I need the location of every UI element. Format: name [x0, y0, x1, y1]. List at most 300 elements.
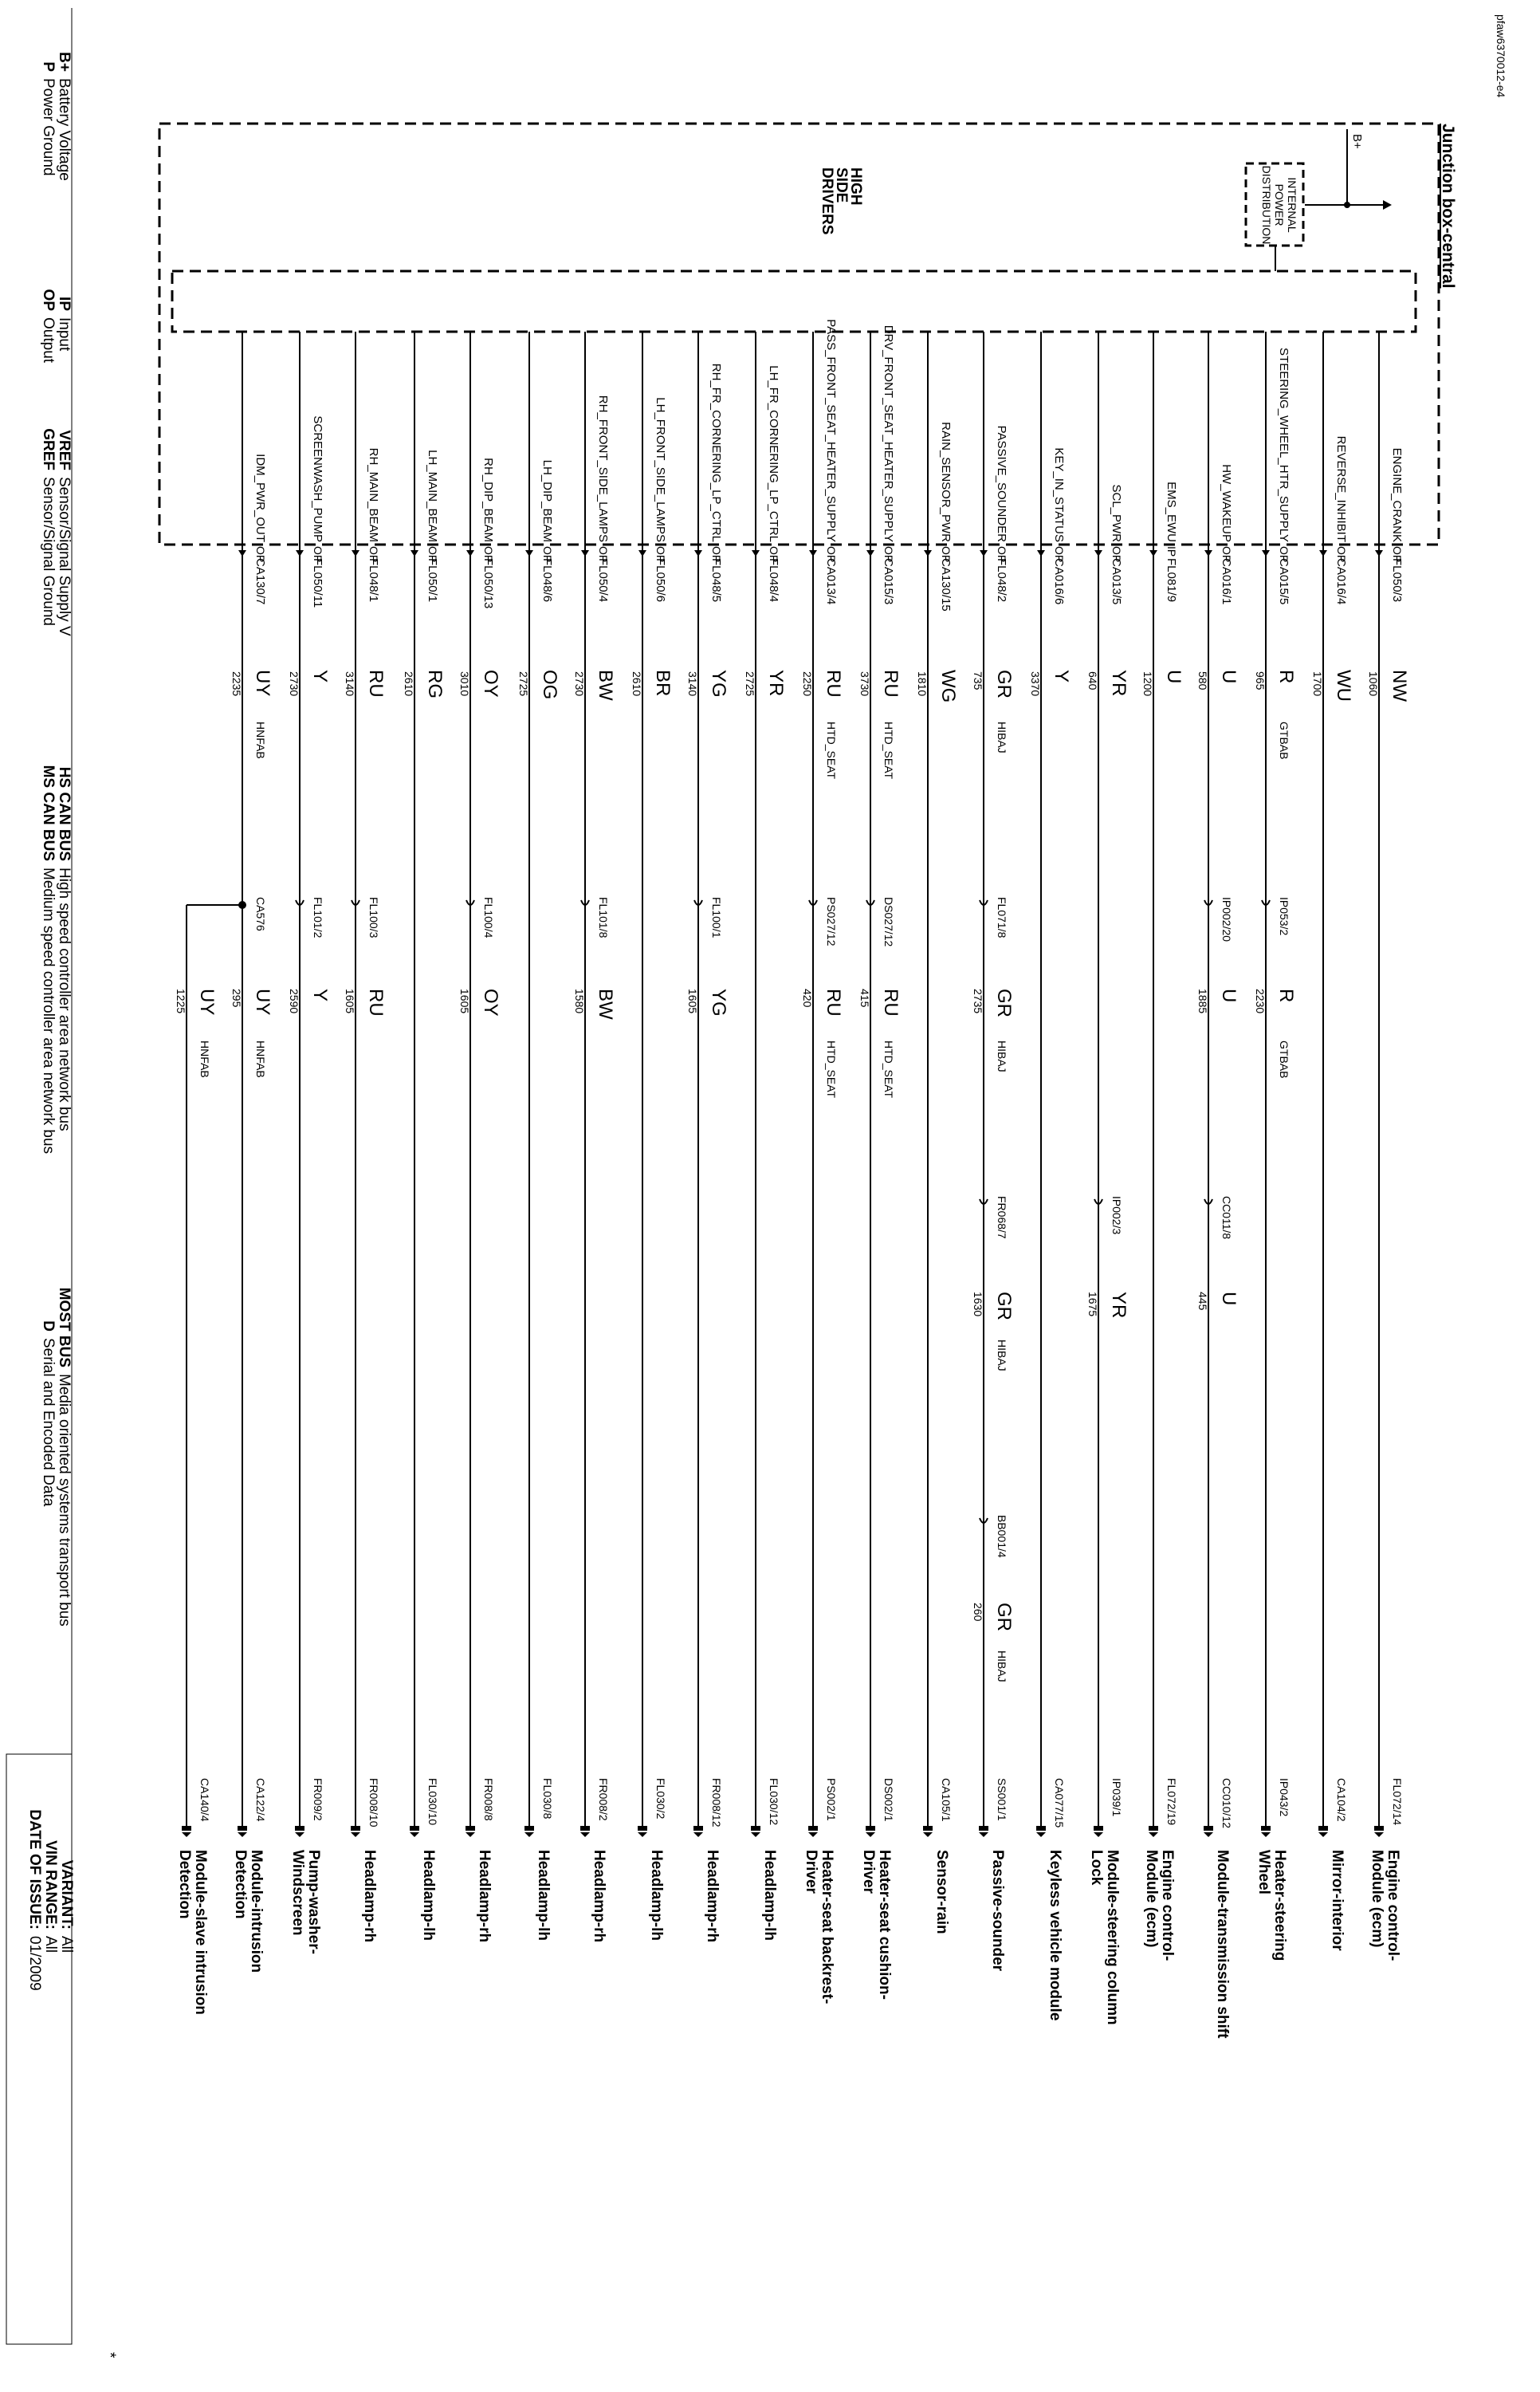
wire-color: UY [252, 670, 273, 697]
pin-connector-icon [352, 550, 359, 557]
inline-connector: CC011/8 [1220, 1196, 1233, 1240]
io-type: OP [597, 546, 610, 563]
wire-length: 3140 [344, 671, 356, 697]
destination-component: Lock [1088, 1850, 1105, 1886]
pin-connector-icon [980, 550, 988, 557]
pin-connector: FL048/5 [709, 558, 723, 603]
wire-color: U [1218, 989, 1239, 1003]
inline-connector: IP002/20 [1220, 897, 1233, 942]
io-type: OP [825, 546, 838, 563]
info-value-vin-range: All [42, 1936, 59, 1953]
terminal-connector-icon-arrow [979, 1832, 988, 1837]
wire-length: 1675 [1086, 1292, 1099, 1317]
wire-length: 420 [801, 989, 814, 1008]
terminal-connector-icon-arrow [410, 1832, 419, 1837]
signal-name: STEERING_WHEEL_HTR_SUPPLY [1277, 348, 1291, 542]
wire-length: 1605 [344, 989, 356, 1014]
signal-name: DRV_FRONT_SEAT_HEATER_SUPPLY [882, 325, 895, 542]
pin-connector-icon [1262, 550, 1270, 557]
wire-length: 2725 [517, 671, 530, 697]
destination-component: Windscreen [289, 1850, 306, 1936]
terminal-connector-icon [866, 1826, 875, 1831]
signal-name: RH_DIP_BEAM [481, 458, 495, 542]
io-type: OP [426, 546, 439, 563]
terminal-connector: FL030/8 [541, 1778, 554, 1820]
terminal-connector: FR008/10 [367, 1778, 380, 1827]
wire-length: 3730 [858, 671, 871, 697]
internal-power-line-2: POWER [1273, 183, 1286, 226]
legend-description: Serial and Encoded Data [40, 1338, 57, 1507]
legend-abbr: D [40, 1320, 57, 1332]
pin-connector: CA013/5 [1110, 558, 1123, 605]
destination-component: Detection [176, 1850, 193, 1919]
io-type: OP [1110, 546, 1123, 563]
terminal-connector-icon-arrow [693, 1832, 703, 1837]
wire-color: R [1275, 670, 1297, 684]
pin-connector-icon [1094, 550, 1102, 557]
io-type: OP [654, 546, 667, 563]
destination-component: Headlamp-rh [476, 1850, 493, 1943]
info-value-date: 01/2009 [26, 1936, 43, 1991]
wire-color: U [1163, 670, 1184, 684]
io-type: OP [996, 546, 1008, 563]
terminal-connector: FL030/2 [654, 1778, 667, 1820]
inline-connector: FL100/3 [367, 897, 380, 938]
io-type: OP [710, 546, 723, 563]
pin-connector-icon [866, 550, 874, 557]
document-id: pfaw6370012-e4 [1495, 14, 1507, 98]
wire-length: 2610 [403, 671, 415, 697]
io-type: OP [940, 546, 953, 563]
destination-component: Heater-steering [1271, 1850, 1288, 1961]
legend-description: High speed controller area network bus [56, 867, 73, 1131]
wire-color: OG [539, 670, 560, 700]
signal-name: LH_FR_CORNERING_LP_CTRL [767, 365, 780, 542]
high-side-drivers-line-3: DRIVERS [819, 167, 835, 235]
io-type: OP [1391, 546, 1404, 563]
info-value-variant: All [58, 1936, 75, 1953]
io-type: OP [1335, 546, 1348, 563]
pin-connector-icon [581, 550, 589, 557]
terminal-connector: IP043/2 [1278, 1778, 1291, 1817]
terminal-connector-icon-arrow [580, 1832, 590, 1837]
legend-description: Power Ground [40, 78, 57, 176]
pin-connector: FL050/4 [596, 558, 610, 603]
terminal-connector-icon [808, 1826, 818, 1831]
wire-length: 260 [972, 1603, 984, 1622]
terminal-connector: FL072/19 [1165, 1778, 1178, 1826]
pin-connector: FL050/11 [311, 558, 324, 608]
pin-connector: CA130/7 [253, 558, 267, 605]
wire-length: 2250 [801, 671, 814, 697]
destination-component: Headlamp-rh [704, 1850, 721, 1943]
inline-connector: FL071/8 [996, 897, 1008, 938]
legend-description: Battery Voltage [56, 78, 73, 181]
signal-name: LH_DIP_BEAM [540, 459, 554, 542]
wire-length: 1225 [175, 989, 187, 1014]
terminal-connector: IP039/1 [1110, 1778, 1123, 1817]
wire-color: RU [365, 989, 387, 1017]
page-mark: * [101, 2352, 118, 2359]
io-type: OP [1053, 546, 1066, 563]
terminal-connector-icon-arrow [524, 1832, 534, 1837]
wire-length: 2735 [972, 989, 984, 1014]
harness-code: HIBAJ [996, 722, 1008, 753]
wire-length: 445 [1196, 1292, 1209, 1311]
wire-length: 1605 [458, 989, 471, 1014]
signal-name: RH_MAIN_BEAM [367, 447, 380, 542]
terminal-connector: CA104/2 [1335, 1778, 1348, 1822]
legend-abbr: MS CAN BUS [40, 765, 57, 861]
destination-component: Engine control- [1159, 1850, 1176, 1961]
legend-abbr: IP [56, 297, 73, 311]
signal-name: EMS_EWU [1165, 482, 1178, 542]
signal-name: RH_FR_CORNERING_LP_CTRL [709, 363, 723, 542]
wire-length: 2230 [1254, 989, 1267, 1014]
inline-connector: FR068/7 [996, 1196, 1008, 1239]
wire-color: RU [823, 989, 844, 1017]
wire-color: R [1275, 989, 1297, 1003]
wire-color: GR [993, 670, 1015, 698]
wire-color: BR [652, 670, 674, 697]
legend-abbr: P [40, 61, 57, 72]
battery-arrow-icon [1383, 200, 1392, 210]
io-type: OP [367, 546, 380, 563]
terminal-connector-icon-arrow [238, 1832, 247, 1837]
terminal-connector: SS001/1 [996, 1778, 1008, 1821]
terminal-connector-icon [1261, 1826, 1271, 1831]
harness-code: HNFAB [254, 722, 267, 759]
wire-length: 2590 [288, 989, 301, 1014]
terminal-connector-icon-arrow [1204, 1832, 1213, 1837]
high-side-drivers-block [172, 271, 1416, 332]
harness-code: GTBAB [1278, 1041, 1291, 1079]
terminal-connector-icon [979, 1826, 988, 1831]
terminal-connector-icon-arrow [751, 1832, 760, 1837]
legend-abbr: MOST BUS [56, 1287, 73, 1367]
pin-connector-icon [1037, 550, 1045, 557]
pin-connector-icon [638, 550, 646, 557]
destination-component: Module-steering column [1104, 1850, 1121, 2025]
pin-connector: CA016/4 [1334, 558, 1348, 605]
pin-connector: FL050/6 [654, 558, 667, 603]
terminal-connector-icon-arrow [923, 1832, 933, 1837]
pin-connector: FL050/1 [426, 558, 439, 603]
inline-connector: FL101/8 [597, 897, 610, 938]
destination-component: Detection [232, 1850, 249, 1919]
inline-connector: IP053/2 [1278, 897, 1291, 936]
terminal-connector-icon [351, 1826, 360, 1831]
harness-code: HTD_SEAT [882, 1041, 895, 1099]
pin-connector-icon [296, 550, 304, 557]
terminal-connector-icon-arrow [1261, 1832, 1271, 1837]
high-side-drivers-line-1: HIGH [847, 167, 864, 206]
terminal-connector-icon [295, 1826, 304, 1831]
wire-length: 1060 [1367, 671, 1380, 697]
io-type: OP [882, 546, 895, 563]
pin-connector: CA130/15 [939, 558, 953, 612]
wire-color: WU [1333, 670, 1354, 702]
pin-connector-icon [238, 550, 246, 557]
terminal-connector: CA105/1 [940, 1778, 953, 1822]
pin-connector: FL081/9 [1165, 558, 1178, 603]
wire-color: RU [880, 670, 902, 698]
terminal-connector-icon [638, 1826, 647, 1831]
terminal-connector-icon [1318, 1826, 1328, 1831]
legend-abbr: OP [40, 289, 57, 311]
battery-label: B+ [1350, 134, 1364, 149]
signal-name: RAIN_SENSOR_PWR [939, 422, 953, 542]
legend-description: Media oriented systems transport bus [56, 1374, 73, 1627]
pin-connector: FL048/6 [540, 558, 554, 603]
harness-code: HTD_SEAT [882, 722, 895, 780]
terminal-connector: CA122/4 [254, 1778, 267, 1822]
wire-color: RU [823, 670, 844, 698]
inline-connector: DS027/12 [882, 897, 895, 947]
pin-connector-icon [466, 550, 474, 557]
destination-component: Headlamp-rh [591, 1850, 607, 1943]
pin-connector-icon [1375, 550, 1383, 557]
wire-color: OY [480, 670, 501, 698]
pin-connector-icon [1319, 550, 1327, 557]
destination-component: Headlamp-lh [648, 1850, 665, 1942]
terminal-connector: FL030/12 [768, 1778, 780, 1826]
wire-length: 1605 [686, 989, 699, 1014]
internal-power-line-1: INTERNAL [1286, 177, 1298, 233]
io-type: OP [254, 546, 267, 563]
wire-length: 2730 [288, 671, 301, 697]
destination-component: Headlamp-lh [420, 1850, 437, 1942]
signal-name: RH_FRONT_SIDE_LAMPS [596, 395, 610, 542]
harness-code: HNFAB [198, 1041, 211, 1078]
wire-color: RU [880, 989, 902, 1017]
wire-length: 3010 [458, 671, 471, 697]
wire-color: GR [993, 1603, 1015, 1631]
pin-connector: CA013/4 [824, 558, 838, 605]
wire-length: 580 [1196, 671, 1209, 690]
wire-length: 1200 [1141, 671, 1154, 697]
wire-length: 1810 [916, 671, 929, 697]
io-type: OP [1278, 546, 1291, 563]
terminal-connector: FR008/8 [482, 1778, 495, 1821]
terminal-connector-icon-arrow [1374, 1832, 1384, 1837]
wire-color: GR [993, 1292, 1015, 1320]
pin-connector: CA015/5 [1277, 558, 1291, 605]
signal-name: PASSIVE_SOUNDER [995, 425, 1008, 542]
destination-component: Driver [803, 1850, 819, 1894]
terminal-connector-icon [693, 1826, 703, 1831]
io-type: OP [482, 546, 495, 563]
inline-connector: PS027/12 [825, 897, 838, 946]
destination-component: Module-intrusion [248, 1850, 265, 1973]
wire-length: 295 [230, 989, 243, 1008]
legend-description: Sensor/Signal Supply V [56, 477, 73, 636]
wire-length: 1630 [972, 1292, 984, 1317]
terminal-connector-icon-arrow [295, 1832, 304, 1837]
destination-component: Mirror-interior [1329, 1850, 1346, 1951]
pin-connector: FL048/2 [995, 558, 1008, 603]
pin-connector-icon [809, 550, 817, 557]
signal-name: IDM_PWR_OUT [253, 454, 267, 542]
pin-connector: CA016/6 [1052, 558, 1066, 605]
terminal-connector: DS002/1 [882, 1778, 895, 1822]
pin-connector: CA016/1 [1220, 558, 1233, 605]
terminal-connector: FL072/14 [1391, 1778, 1404, 1826]
terminal-connector: FR008/2 [597, 1778, 610, 1821]
wire-length: 2235 [230, 671, 243, 697]
legend-abbr: HS CAN BUS [56, 766, 73, 861]
info-label-date: DATE OF ISSUE: [26, 1809, 43, 1930]
destination-component: Passive-sounder [989, 1850, 1006, 1972]
info-label-variant: VARIANT: [58, 1859, 75, 1930]
pin-connector-icon [1204, 550, 1212, 557]
terminal-connector: CA140/4 [198, 1778, 211, 1822]
destination-component: Heater-seat cushion- [876, 1850, 893, 2000]
wire-color: NW [1389, 670, 1410, 702]
wire-color: BW [595, 989, 616, 1020]
harness-code: HTD_SEAT [825, 1041, 838, 1099]
signal-name: LH_MAIN_BEAM [426, 450, 439, 542]
wire-length: 1700 [1311, 671, 1324, 697]
wire-color: YR [1108, 670, 1129, 697]
inline-connector: IP002/3 [1110, 1196, 1123, 1235]
wire-color: YG [708, 670, 729, 698]
terminal-connector-icon [1036, 1826, 1046, 1831]
pin-connector: FL048/4 [767, 558, 780, 603]
terminal-connector: FR008/12 [710, 1778, 723, 1827]
signal-name: KEY_IN_STATUS [1052, 447, 1066, 542]
wire-length: 1580 [573, 989, 586, 1014]
wire-length: 2730 [573, 671, 586, 697]
destination-component: Heater-seat backrest- [819, 1850, 835, 2004]
pin-connector-icon [694, 550, 702, 557]
terminal-connector-icon [1204, 1826, 1213, 1831]
pin-connector: FL050/13 [481, 558, 495, 609]
signal-name: PASS_FRONT_SEAT_HEATER_SUPPLY [824, 319, 838, 542]
harness-code: HIBAJ [996, 1650, 1008, 1682]
terminal-connector-icon [1149, 1826, 1158, 1831]
wire-color: OY [480, 989, 501, 1017]
terminal-connector-icon [238, 1826, 247, 1831]
harness-code: HNFAB [254, 1041, 267, 1078]
inline-connector: BB001/4 [996, 1515, 1008, 1558]
wire-color: YR [765, 670, 787, 697]
io-type: IP [1165, 546, 1178, 557]
pin-connector-icon [525, 550, 533, 557]
wire-color: YR [1108, 1292, 1129, 1319]
destination-component: Module (ecm) [1143, 1850, 1160, 1948]
terminal-connector-icon-arrow [866, 1832, 875, 1837]
signal-name: SCL_PWR [1110, 484, 1123, 542]
terminal-connector-icon [923, 1826, 933, 1831]
pin-connector: CA015/3 [882, 558, 895, 605]
wire-length: 2725 [744, 671, 756, 697]
terminal-connector-icon [524, 1826, 534, 1831]
legend-description: Input [56, 317, 73, 352]
wire-color: UY [196, 989, 218, 1016]
io-type: OP [541, 546, 554, 563]
wire-length: 2610 [631, 671, 643, 697]
destination-component: Module (ecm) [1369, 1850, 1385, 1948]
signal-name: HW_WAKEUP [1220, 464, 1233, 542]
destination-component: Headlamp-lh [535, 1850, 552, 1942]
terminal-connector: FL030/10 [426, 1778, 439, 1826]
terminal-connector-icon [1094, 1826, 1103, 1831]
terminal-connector: CA077/15 [1053, 1778, 1066, 1828]
destination-component: Engine control- [1385, 1850, 1401, 1961]
terminal-connector-icon-arrow [638, 1832, 647, 1837]
legend-description: Output [40, 317, 57, 364]
wire-color: BW [595, 670, 616, 701]
pin-connector-icon [1149, 550, 1157, 557]
destination-component: Headlamp-lh [761, 1850, 778, 1942]
terminal-connector-icon-arrow [1149, 1832, 1158, 1837]
legend-abbr: VREF [56, 430, 73, 470]
wire-color: YG [708, 989, 729, 1017]
legend-abbr: B+ [56, 52, 73, 72]
destination-component: Sensor-rain [933, 1850, 950, 1934]
legend-abbr: GREF [40, 428, 57, 470]
wire-color: Y [1051, 670, 1072, 683]
harness-code: HTD_SEAT [825, 722, 838, 780]
high-side-drivers-line-2: SIDE [833, 167, 850, 203]
wire-length: 415 [858, 989, 871, 1008]
terminal-connector: CC010/12 [1220, 1778, 1233, 1829]
terminal-connector-icon [751, 1826, 760, 1831]
io-type: OP [768, 546, 780, 563]
wire-color: UY [252, 989, 273, 1016]
wire-color: RU [365, 670, 387, 698]
terminal-connector-icon [466, 1826, 475, 1831]
battery-feed-node [1344, 202, 1350, 208]
wire-color: RG [424, 670, 446, 698]
terminal-connector-icon-arrow [1036, 1832, 1046, 1837]
terminal-connector-icon [182, 1826, 191, 1831]
harness-code: HIBAJ [996, 1041, 1008, 1072]
terminal-connector-icon-arrow [1094, 1832, 1103, 1837]
signal-name: ENGINE_CRANK [1390, 447, 1404, 542]
wire-color: U [1218, 670, 1239, 684]
wire-length: 3140 [686, 671, 699, 697]
destination-component: Pump-washer- [305, 1850, 322, 1954]
pin-connector: FL050/3 [1390, 558, 1404, 603]
signal-name: REVERSE_INHIBIT [1334, 435, 1348, 542]
terminal-connector-icon [580, 1826, 590, 1831]
wire-color: WG [937, 670, 959, 703]
wire-color: Y [309, 670, 331, 683]
splice-id: CA576 [254, 897, 267, 931]
wire-length: 965 [1254, 671, 1267, 690]
signal-name: SCREENWASH_PUMP [311, 415, 324, 542]
internal-power-line-3: DISTRIBUTION [1260, 165, 1273, 245]
pin-connector-icon [924, 550, 932, 557]
terminal-connector: PS002/1 [825, 1778, 838, 1821]
io-type: OP [312, 546, 324, 563]
destination-component: Module-slave intrusion [192, 1850, 209, 2015]
terminal-connector-icon-arrow [182, 1832, 191, 1837]
destination-component: Wheel [1255, 1850, 1272, 1894]
wire-color: Y [309, 989, 331, 1002]
legend-description: Sensor/Signal Ground [40, 477, 57, 626]
legend-description: Medium speed controller area network bus [40, 867, 57, 1155]
pin-connector-icon [411, 550, 418, 557]
pin-connector: FL048/1 [367, 558, 380, 603]
io-type: OP [1220, 546, 1233, 563]
terminal-connector-icon-arrow [351, 1832, 360, 1837]
signal-name: LH_FRONT_SIDE_LAMPS [654, 397, 667, 542]
wire-length: 1885 [1196, 989, 1209, 1014]
wire-length: 3370 [1029, 671, 1042, 697]
